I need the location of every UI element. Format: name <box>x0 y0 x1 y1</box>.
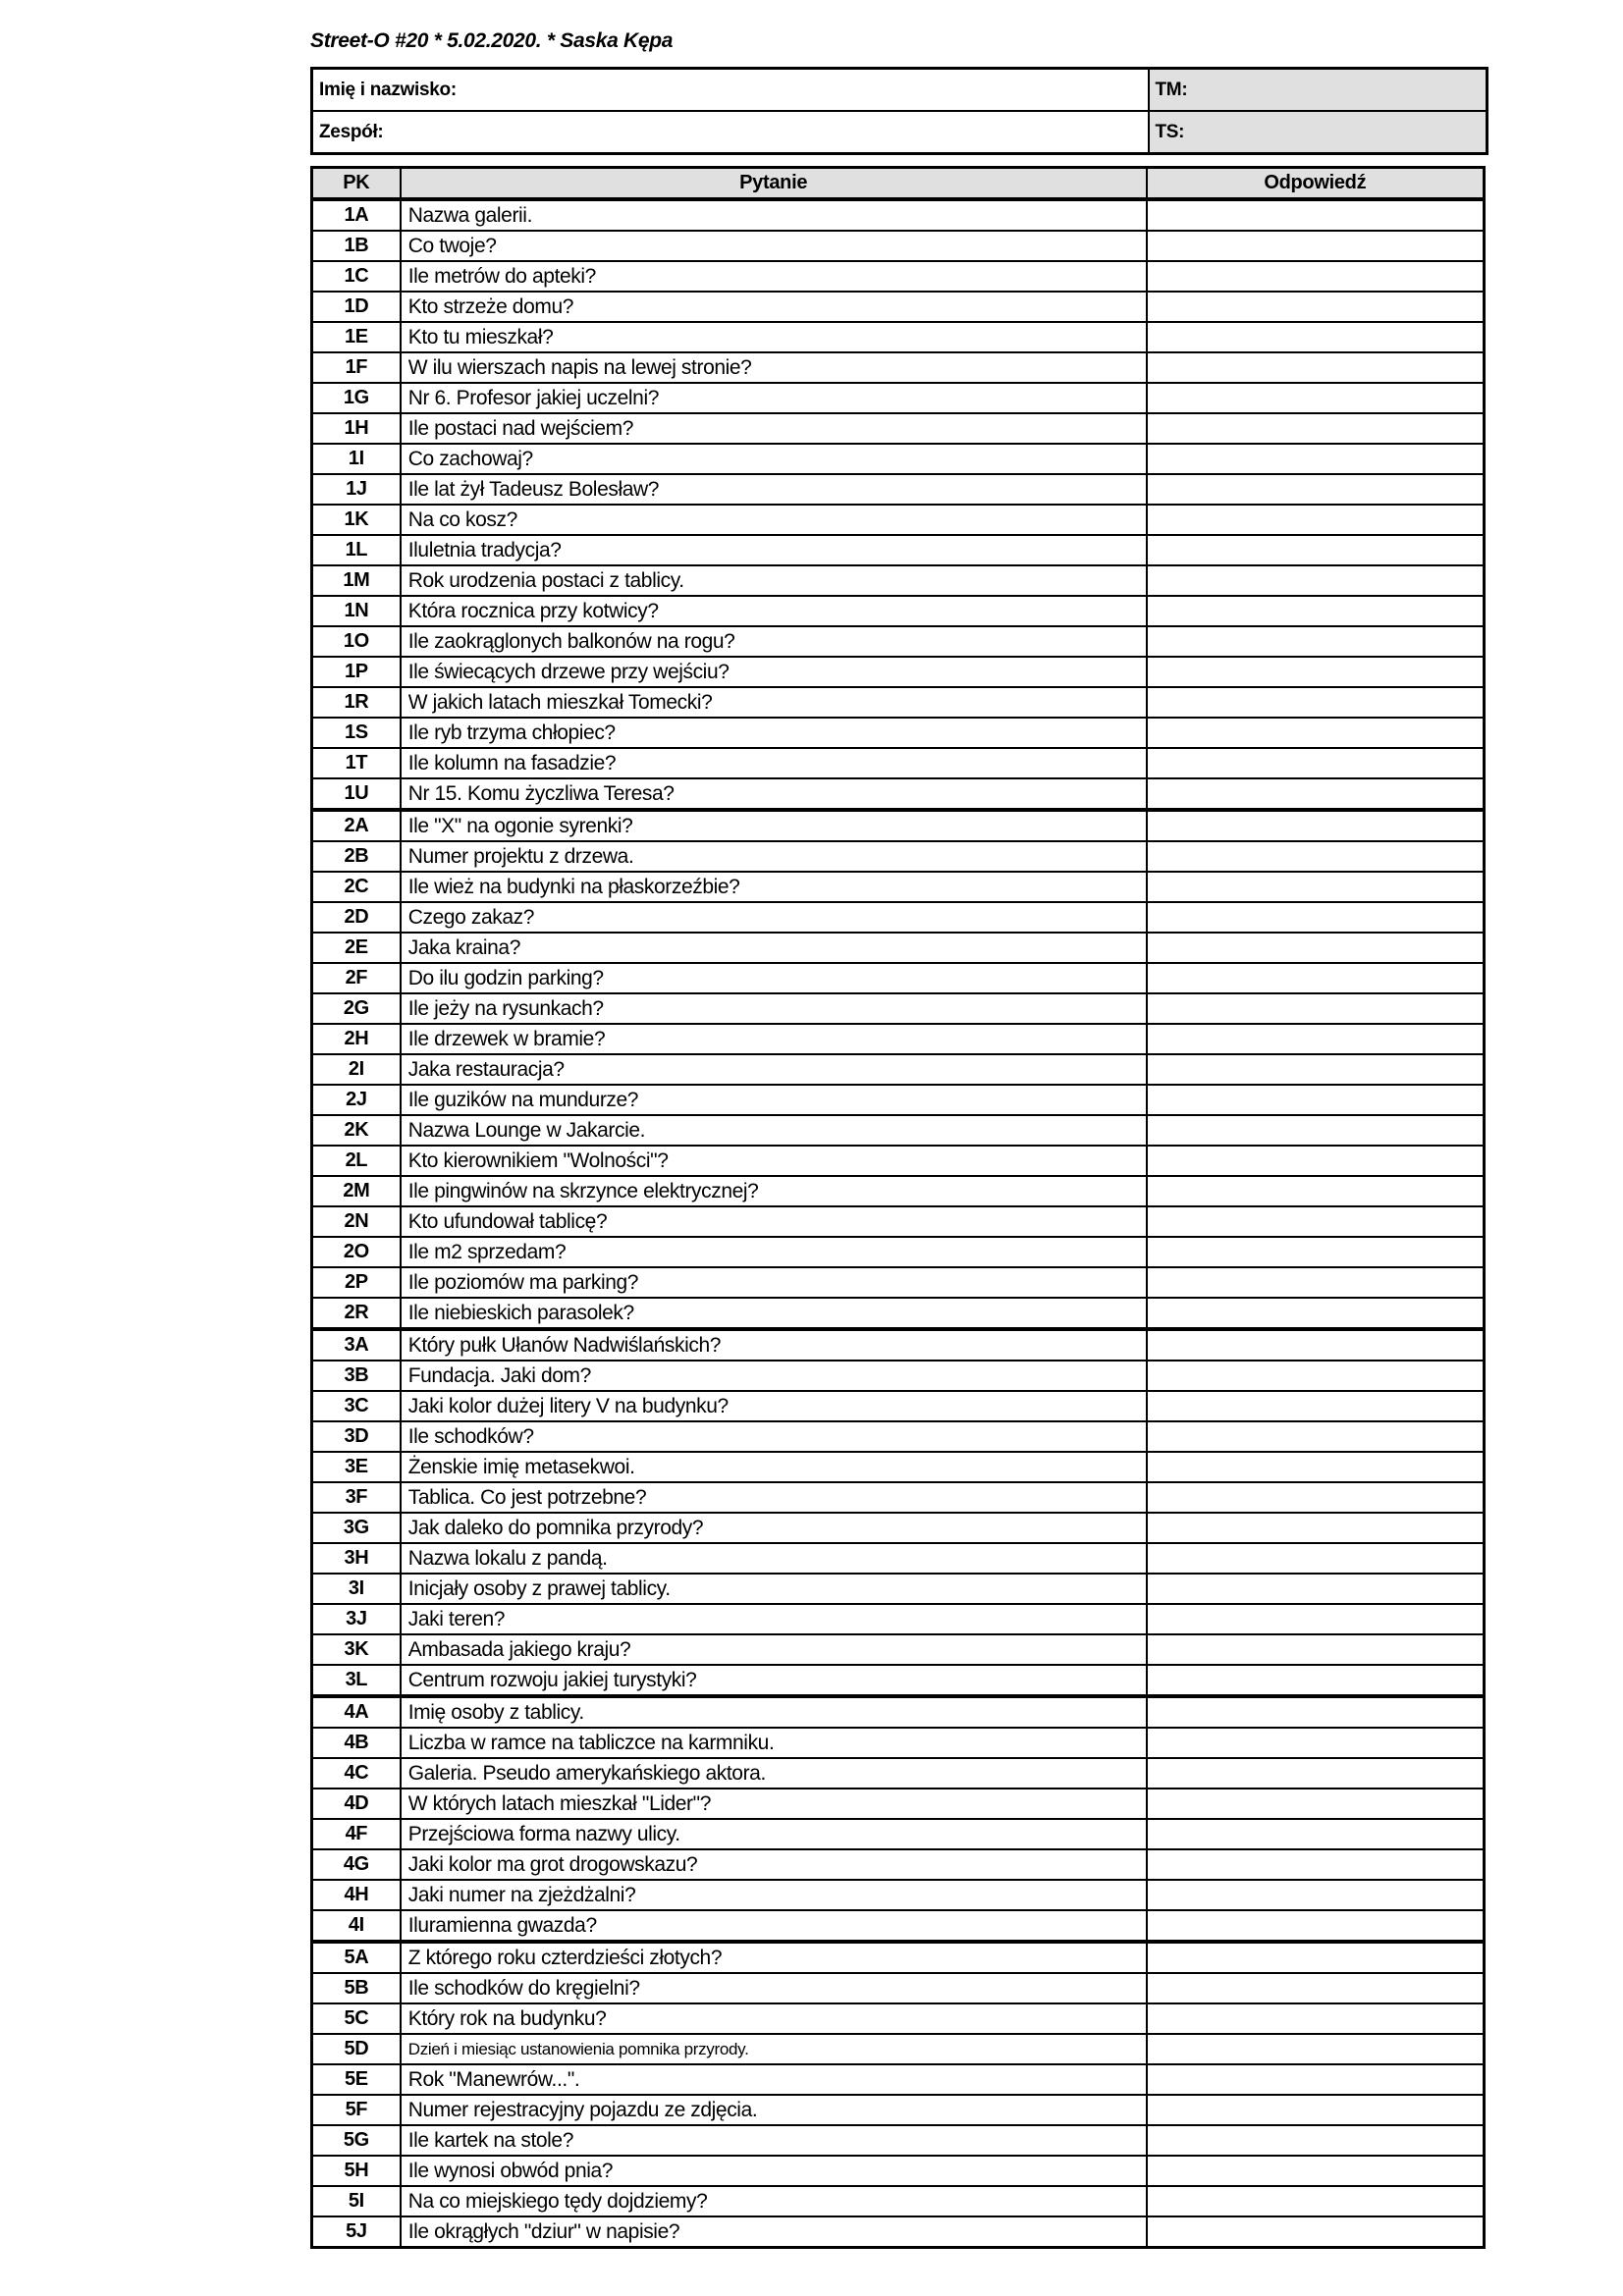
answer-cell <box>1147 383 1485 413</box>
question-cell: Ile drzewek w bramie? <box>401 1024 1147 1054</box>
question-cell: Tablica. Co jest potrzebne? <box>401 1482 1147 1513</box>
team-label: Zespół: <box>319 121 384 142</box>
pk-cell: 1I <box>312 444 401 474</box>
pk-cell: 1K <box>312 505 401 535</box>
table-row <box>312 1452 1485 1482</box>
question-cell: Na co miejskiego tędy dojdziemy? <box>401 2186 1147 2216</box>
table-row <box>312 1880 1485 1910</box>
questions-table <box>310 166 1486 2249</box>
table-row <box>312 292 1485 322</box>
name-label: Imię i nazwisko: <box>319 79 457 100</box>
question-cell: Co twoje? <box>401 231 1147 261</box>
table-row <box>312 1819 1485 1849</box>
answer-cell <box>1147 657 1485 687</box>
answer-cell <box>1147 261 1485 292</box>
answer-cell <box>1147 1482 1485 1513</box>
pk-cell: 3L <box>312 1665 401 1696</box>
answer-cell <box>1147 1880 1485 1910</box>
answer-cell <box>1147 1054 1485 1085</box>
table-row <box>312 933 1485 963</box>
pk-cell: 2O <box>312 1237 401 1267</box>
answer-cell <box>1147 872 1485 902</box>
table-row <box>312 413 1485 444</box>
pk-cell: 1O <box>312 626 401 657</box>
table-row <box>312 1421 1485 1452</box>
table-row <box>312 872 1485 902</box>
question-cell: Ile okrągłych "dziur" w napisie? <box>401 2216 1147 2248</box>
answer-cell <box>1147 2003 1485 2034</box>
answer-cell <box>1147 2156 1485 2186</box>
pk-cell: 5E <box>312 2064 401 2095</box>
table-row <box>312 505 1485 535</box>
question-cell: W jakich latach mieszkał Tomecki? <box>401 687 1147 718</box>
question-cell: Ile zaokrąglonych balkonów na rogu? <box>401 626 1147 657</box>
answer-cell <box>1147 565 1485 596</box>
table-row <box>312 841 1485 872</box>
pk-cell: 1L <box>312 535 401 565</box>
answer-cell <box>1147 199 1485 231</box>
team-row <box>312 111 1488 154</box>
question-cell: Ile kolumn na fasadzie? <box>401 748 1147 778</box>
answer-cell <box>1147 687 1485 718</box>
pk-cell: 3A <box>312 1329 401 1361</box>
answer-cell <box>1147 1758 1485 1789</box>
pk-cell: 1R <box>312 687 401 718</box>
answer-cell <box>1147 1728 1485 1758</box>
table-row <box>312 2034 1485 2064</box>
answer-cell <box>1147 810 1485 841</box>
answer-cell <box>1147 778 1485 810</box>
question-cell: Numer rejestracyjny pojazdu ze zdjęcia. <box>401 2095 1147 2125</box>
question-cell: Kto ufundował tablicę? <box>401 1206 1147 1237</box>
question-cell: Iluramienna gwazda? <box>401 1910 1147 1942</box>
table-row <box>312 1206 1485 1237</box>
ts-label: TS: <box>1155 121 1185 142</box>
pk-cell: 4C <box>312 1758 401 1789</box>
question-cell: Ile schodków do kręgielni? <box>401 1973 1147 2003</box>
table-row <box>312 596 1485 626</box>
answer-cell <box>1147 474 1485 505</box>
pk-cell: 5C <box>312 2003 401 2034</box>
pk-cell: 2A <box>312 810 401 841</box>
question-cell: Przejściowa forma nazwy ulicy. <box>401 1819 1147 1849</box>
answer-cell <box>1147 993 1485 1024</box>
question-cell: Ambasada jakiego kraju? <box>401 1634 1147 1665</box>
answer-cell <box>1147 413 1485 444</box>
answer-cell <box>1147 1665 1485 1696</box>
answer-cell <box>1147 748 1485 778</box>
question-cell: Nr 15. Komu życzliwa Teresa? <box>401 778 1147 810</box>
pk-cell: 2J <box>312 1085 401 1115</box>
table-row <box>312 1758 1485 1789</box>
tm-cell <box>1149 69 1488 112</box>
pk-cell: 5G <box>312 2125 401 2156</box>
answer-cell <box>1147 1421 1485 1452</box>
pk-cell: 2B <box>312 841 401 872</box>
answer-cell <box>1147 718 1485 748</box>
pk-cell: 3H <box>312 1543 401 1574</box>
question-cell: Ile kartek na stole? <box>401 2125 1147 2156</box>
table-row <box>312 748 1485 778</box>
question-cell: Ile ryb trzyma chłopiec? <box>401 718 1147 748</box>
pk-cell: 4I <box>312 1910 401 1942</box>
pk-cell: 2H <box>312 1024 401 1054</box>
question-cell: Ile schodków? <box>401 1421 1147 1452</box>
pk-cell: 2F <box>312 963 401 993</box>
question-cell: Ile jeży na rysunkach? <box>401 993 1147 1024</box>
pk-cell: 4D <box>312 1789 401 1819</box>
table-row <box>312 778 1485 810</box>
pk-cell: 1F <box>312 352 401 383</box>
question-cell: Inicjały osoby z prawej tablicy. <box>401 1574 1147 1604</box>
pk-cell: 1G <box>312 383 401 413</box>
answer-cell <box>1147 1115 1485 1146</box>
pk-cell: 3C <box>312 1391 401 1421</box>
table-row <box>312 1634 1485 1665</box>
question-cell: Który pułk Ułanów Nadwiślańskich? <box>401 1329 1147 1361</box>
answer-cell <box>1147 292 1485 322</box>
pk-cell: 5H <box>312 2156 401 2186</box>
table-row <box>312 1146 1485 1176</box>
pk-cell: 3K <box>312 1634 401 1665</box>
table-row <box>312 1391 1485 1421</box>
answer-cell <box>1147 2125 1485 2156</box>
answer-cell <box>1147 1789 1485 1819</box>
pk-cell: 1M <box>312 565 401 596</box>
question-cell: Ile niebieskich parasolek? <box>401 1298 1147 1329</box>
page-title: Street-O #20 * 5.02.2020. * Saska Kępa <box>310 29 674 52</box>
answer-cell <box>1147 1329 1485 1361</box>
pk-cell: 2D <box>312 902 401 933</box>
table-row <box>312 810 1485 841</box>
table-row <box>312 231 1485 261</box>
table-row <box>312 1973 1485 2003</box>
table-row <box>312 1543 1485 1574</box>
answer-cell <box>1147 1819 1485 1849</box>
answer-cell <box>1147 933 1485 963</box>
table-row <box>312 2095 1485 2125</box>
name-row <box>312 69 1488 112</box>
answer-cell <box>1147 1696 1485 1728</box>
question-cell: Co zachowaj? <box>401 444 1147 474</box>
answer-cell <box>1147 2186 1485 2216</box>
table-row <box>312 1176 1485 1206</box>
table-row <box>312 2186 1485 2216</box>
question-cell: Jaki teren? <box>401 1604 1147 1634</box>
pk-cell: 3B <box>312 1361 401 1391</box>
table-row <box>312 1513 1485 1543</box>
table-row <box>312 1237 1485 1267</box>
question-cell: Jaki kolor dużej litery V na budynku? <box>401 1391 1147 1421</box>
answer-cell <box>1147 1513 1485 1543</box>
answer-cell <box>1147 1361 1485 1391</box>
table-row <box>312 444 1485 474</box>
pk-cell: 5J <box>312 2216 401 2248</box>
question-cell: Kto tu mieszkał? <box>401 322 1147 352</box>
answer-cell <box>1147 1298 1485 1329</box>
pk-cell: 5I <box>312 2186 401 2216</box>
table-row <box>312 1910 1485 1942</box>
answer-cell <box>1147 1634 1485 1665</box>
table-row <box>312 2216 1485 2248</box>
pk-cell: 2P <box>312 1267 401 1298</box>
table-row <box>312 2064 1485 2095</box>
table-row <box>312 1298 1485 1329</box>
pk-cell: 1D <box>312 292 401 322</box>
answer-cell <box>1147 1543 1485 1574</box>
tm-label: TM: <box>1155 79 1188 100</box>
question-cell: Ile pingwinów na skrzynce elektrycznej? <box>401 1176 1147 1206</box>
question-cell: Ile wynosi obwód pnia? <box>401 2156 1147 2186</box>
answer-cell <box>1147 1237 1485 1267</box>
question-cell: Nazwa galerii. <box>401 199 1147 231</box>
question-cell: W których latach mieszkał "Lider"? <box>401 1789 1147 1819</box>
answer-cell <box>1147 1452 1485 1482</box>
pk-cell: 1U <box>312 778 401 810</box>
question-cell: Ile metrów do apteki? <box>401 261 1147 292</box>
table-row <box>312 2003 1485 2034</box>
question-cell: Żenskie imię metasekwoi. <box>401 1452 1147 1482</box>
question-cell: Jak daleko do pomnika przyrody? <box>401 1513 1147 1543</box>
table-row <box>312 1054 1485 1085</box>
table-row <box>312 1024 1485 1054</box>
table-row <box>312 1604 1485 1634</box>
question-cell: Jaki kolor ma grot drogowskazu? <box>401 1849 1147 1880</box>
table-row <box>312 1665 1485 1696</box>
answer-cell <box>1147 1942 1485 1973</box>
table-row <box>312 261 1485 292</box>
pk-cell: 1E <box>312 322 401 352</box>
question-cell: Ile postaci nad wejściem? <box>401 413 1147 444</box>
pk-cell: 2G <box>312 993 401 1024</box>
answer-cell <box>1147 963 1485 993</box>
answer-cell <box>1147 596 1485 626</box>
pk-cell: 2K <box>312 1115 401 1146</box>
pk-cell: 3D <box>312 1421 401 1452</box>
answer-cell <box>1147 1206 1485 1237</box>
table-row <box>312 1267 1485 1298</box>
question-cell: Czego zakaz? <box>401 902 1147 933</box>
table-row <box>312 352 1485 383</box>
pk-cell: 4A <box>312 1696 401 1728</box>
pk-cell: 3G <box>312 1513 401 1543</box>
pk-cell: 3E <box>312 1452 401 1482</box>
answer-cell <box>1147 2064 1485 2095</box>
answer-cell <box>1147 1146 1485 1176</box>
answer-cell <box>1147 322 1485 352</box>
answer-cell <box>1147 1574 1485 1604</box>
answer-cell <box>1147 2034 1485 2064</box>
table-row <box>312 383 1485 413</box>
pk-cell: 2C <box>312 872 401 902</box>
answer-sheet <box>310 29 1486 2249</box>
pk-cell: 1J <box>312 474 401 505</box>
pk-cell: 1C <box>312 261 401 292</box>
pk-cell: 3F <box>312 1482 401 1513</box>
pk-cell: 5A <box>312 1942 401 1973</box>
question-cell: Galeria. Pseudo amerykańskiego aktora. <box>401 1758 1147 1789</box>
table-row <box>312 902 1485 933</box>
participant-info-table <box>310 67 1488 155</box>
pk-cell: 1P <box>312 657 401 687</box>
question-cell: Ile "X" na ogonie syrenki? <box>401 810 1147 841</box>
table-row <box>312 1482 1485 1513</box>
pk-cell: 5F <box>312 2095 401 2125</box>
answer-cell <box>1147 2216 1485 2248</box>
table-row <box>312 1574 1485 1604</box>
pk-cell: 5D <box>312 2034 401 2064</box>
pk-cell: 1A <box>312 199 401 231</box>
pk-cell: 4B <box>312 1728 401 1758</box>
table-row <box>312 199 1485 231</box>
answer-cell <box>1147 1910 1485 1942</box>
answer-cell <box>1147 505 1485 535</box>
table-row <box>312 1361 1485 1391</box>
question-cell: Nr 6. Profesor jakiej uczelni? <box>401 383 1147 413</box>
table-row <box>312 1942 1485 1973</box>
table-row <box>312 1728 1485 1758</box>
answer-cell <box>1147 1267 1485 1298</box>
answer-cell <box>1147 1604 1485 1634</box>
table-row <box>312 1115 1485 1146</box>
table-row <box>312 1329 1485 1361</box>
pk-cell: 4H <box>312 1880 401 1910</box>
pk-cell: 5B <box>312 1973 401 2003</box>
table-row <box>312 1789 1485 1819</box>
question-rows <box>312 199 1485 2248</box>
question-cell: Który rok na budynku? <box>401 2003 1147 2034</box>
answer-cell <box>1147 902 1485 933</box>
question-cell: Do ilu godzin parking? <box>401 963 1147 993</box>
pk-cell: 1H <box>312 413 401 444</box>
question-cell: Ile guzików na mundurze? <box>401 1085 1147 1115</box>
question-cell: Ile lat żył Tadeusz Bolesław? <box>401 474 1147 505</box>
answer-cell <box>1147 1391 1485 1421</box>
pk-cell: 1T <box>312 748 401 778</box>
question-cell: Jaki numer na zjeżdżalni? <box>401 1880 1147 1910</box>
table-row <box>312 535 1485 565</box>
pk-cell: 3J <box>312 1604 401 1634</box>
answer-cell <box>1147 535 1485 565</box>
table-row <box>312 565 1485 596</box>
question-cell: Kto kierownikiem "Wolności"? <box>401 1146 1147 1176</box>
table-row <box>312 322 1485 352</box>
pk-cell: 2E <box>312 933 401 963</box>
question-cell: Jaka kraina? <box>401 933 1147 963</box>
pk-cell: 2R <box>312 1298 401 1329</box>
question-cell: Nazwa Lounge w Jakarcie. <box>401 1115 1147 1146</box>
question-cell: Ile świecących drzewe przy wejściu? <box>401 657 1147 687</box>
table-row <box>312 657 1485 687</box>
question-cell: Iluletnia tradycja? <box>401 535 1147 565</box>
question-cell: Imię osoby z tablicy. <box>401 1696 1147 1728</box>
pk-cell: 1S <box>312 718 401 748</box>
table-row <box>312 2125 1485 2156</box>
pk-cell: 4F <box>312 1819 401 1849</box>
table-row <box>312 718 1485 748</box>
pk-cell: 2L <box>312 1146 401 1176</box>
question-cell: Z którego roku czterdzieści złotych? <box>401 1942 1147 1973</box>
header-answer: Odpowiedź <box>1147 168 1485 200</box>
question-cell: Ile m2 sprzedam? <box>401 1237 1147 1267</box>
answer-cell <box>1147 1973 1485 2003</box>
pk-cell: 2N <box>312 1206 401 1237</box>
pk-cell: 1B <box>312 231 401 261</box>
question-cell: Ile poziomów ma parking? <box>401 1267 1147 1298</box>
answer-cell <box>1147 626 1485 657</box>
table-row <box>312 687 1485 718</box>
question-cell: Fundacja. Jaki dom? <box>401 1361 1147 1391</box>
pk-cell: 4G <box>312 1849 401 1880</box>
answer-cell <box>1147 1176 1485 1206</box>
table-row <box>312 1849 1485 1880</box>
answer-cell <box>1147 1085 1485 1115</box>
question-cell: Numer projektu z drzewa. <box>401 841 1147 872</box>
answer-cell <box>1147 231 1485 261</box>
header-question: Pytanie <box>401 168 1147 200</box>
pk-cell: 3I <box>312 1574 401 1604</box>
question-cell: Rok urodzenia postaci z tablicy. <box>401 565 1147 596</box>
question-cell: Rok "Manewrów...". <box>401 2064 1147 2095</box>
table-header-row <box>312 168 1485 200</box>
table-row <box>312 993 1485 1024</box>
question-cell: Nazwa lokalu z pandą. <box>401 1543 1147 1574</box>
table-row <box>312 474 1485 505</box>
table-row <box>312 626 1485 657</box>
pk-cell: 1N <box>312 596 401 626</box>
answer-cell <box>1147 352 1485 383</box>
question-cell: Dzień i miesiąc ustanowienia pomnika przyrody. <box>401 2034 1147 2064</box>
answer-cell <box>1147 444 1485 474</box>
table-row <box>312 1085 1485 1115</box>
pk-cell: 2I <box>312 1054 401 1085</box>
name-label-cell <box>312 69 1149 112</box>
question-cell: Centrum rozwoju jakiej turystyki? <box>401 1665 1147 1696</box>
question-cell: Liczba w ramce na tabliczce na karmniku. <box>401 1728 1147 1758</box>
question-cell: Na co kosz? <box>401 505 1147 535</box>
header-pk: PK <box>312 168 401 200</box>
table-row <box>312 2156 1485 2186</box>
answer-cell <box>1147 1024 1485 1054</box>
table-row <box>312 963 1485 993</box>
question-cell: Jaka restauracja? <box>401 1054 1147 1085</box>
question-cell: Ile wież na budynki na płaskorzeźbie? <box>401 872 1147 902</box>
pk-cell: 2M <box>312 1176 401 1206</box>
question-cell: Która rocznica przy kotwicy? <box>401 596 1147 626</box>
team-label-cell <box>312 111 1149 154</box>
table-row <box>312 1696 1485 1728</box>
question-cell: W ilu wierszach napis na lewej stronie? <box>401 352 1147 383</box>
answer-cell <box>1147 841 1485 872</box>
question-cell: Kto strzeże domu? <box>401 292 1147 322</box>
answer-cell <box>1147 2095 1485 2125</box>
answer-cell <box>1147 1849 1485 1880</box>
ts-cell <box>1149 111 1488 154</box>
